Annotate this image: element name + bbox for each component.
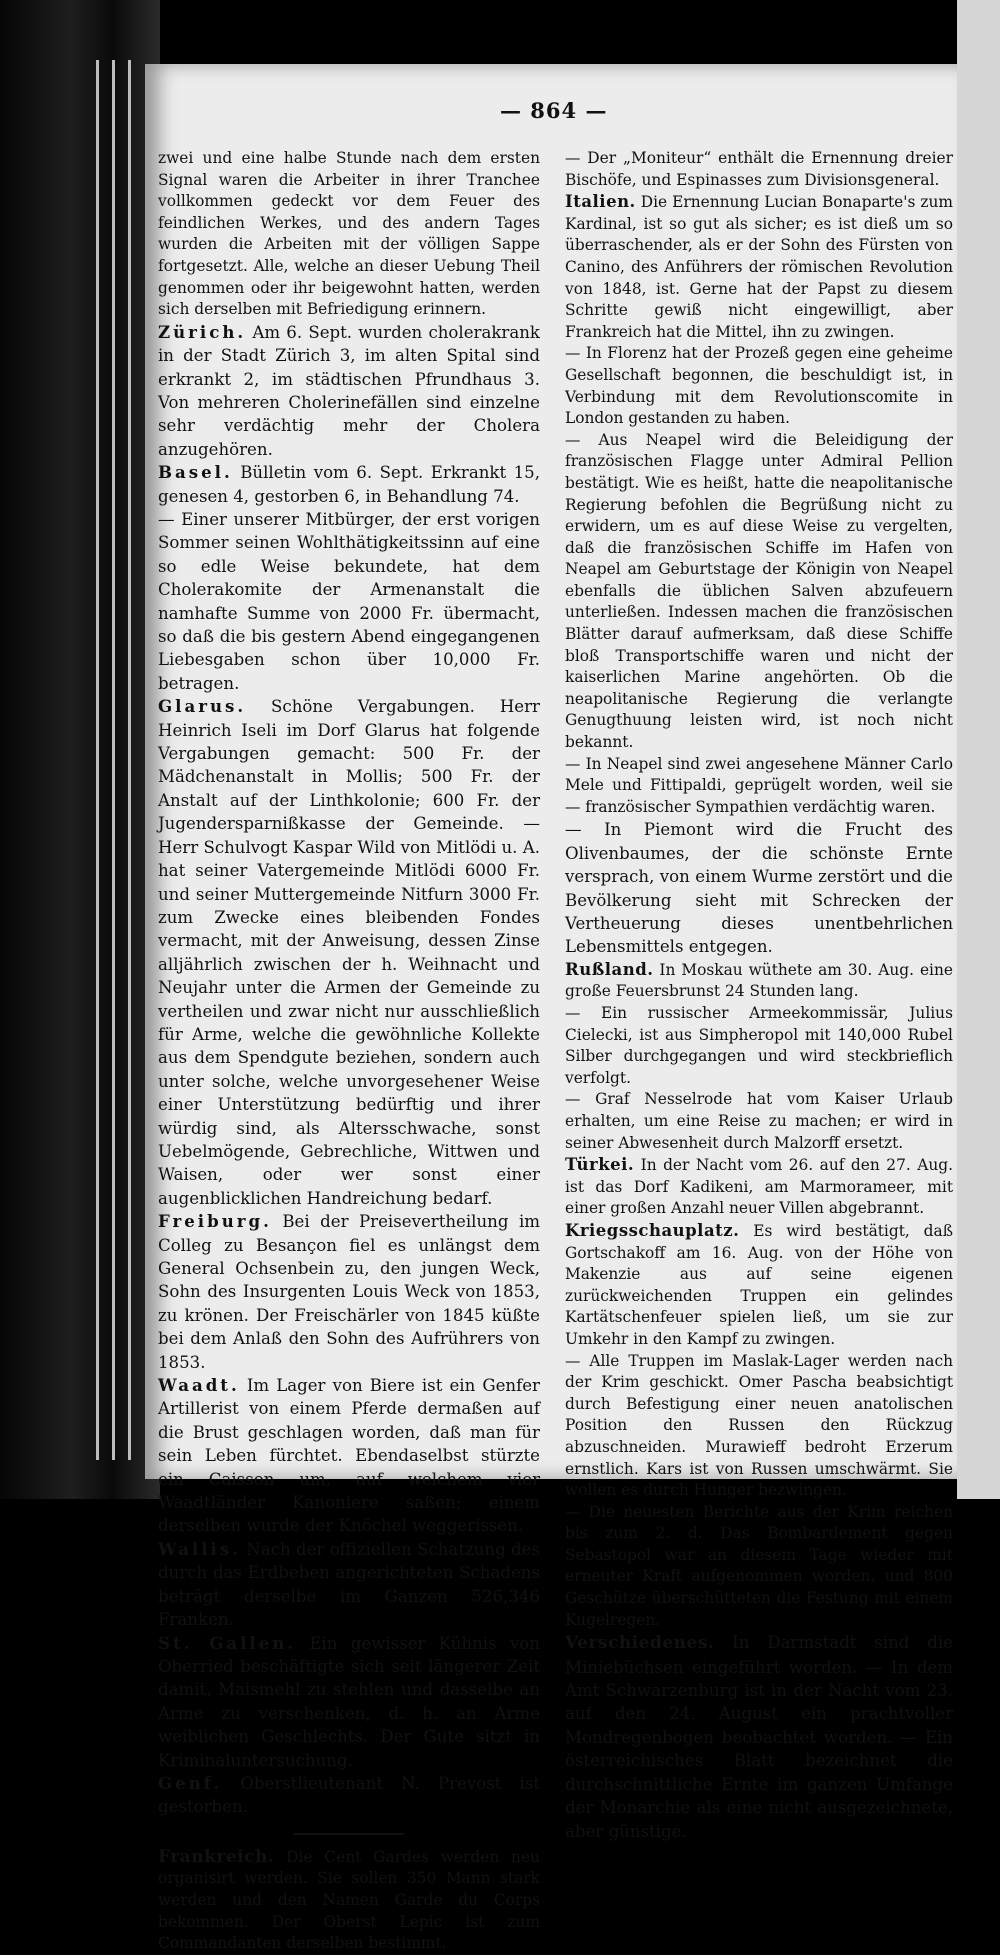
text-italien: Die Ernennung Lucian Bonaparte's zum Kardinal, ist so gut als sicher; es ist dieß um so überraschender, als er der Sohn des Fürsten von Canino, des Anführers der römischen Revolution von 1848, ist. Gerne hat der Papst zu diesem Schritte gewiß nicht eingewilligt, aber Frankreich hat die Mittel, ihn zu zwingen.	[565, 193, 953, 341]
text-freiburg: Bei der Preisevertheilung im Colleg zu Besançon fiel es unlängst dem General Ochsenbein zu, den jungen Weck, Sohn des Insurgenten Louis Weck von 1853, zu krönen. Der Freischärler von 1845 küßte bei dem Anlaß den Sohn des Aufrührers von 1853.	[158, 1212, 540, 1372]
paragraph-russland	[565, 959, 953, 1003]
text-turkei: In der Nacht vom 26. auf den 27. Aug. ist das Dorf Kadikeni, am Marmorameer, mit einer großen Anzahl neuer Villen abgebrannt.	[565, 1156, 953, 1218]
paragraph-zurich	[158, 321, 540, 461]
paragraph-nesselrode: — Graf Nesselrode hat vom Kaiser Urlaub erhalten, um eine Reise zu machen; er wird in seiner Abwesenheit durch Malzorff ersetzt.	[565, 1090, 953, 1152]
text-basel: Bülletin vom 6. Sept. Erkrankt 15, genesen 4, gestorben 6, in Behandlung 74.	[158, 463, 540, 506]
paragraph-kriegsschauplatz	[565, 1220, 953, 1351]
paragraph-italien	[565, 191, 953, 343]
paragraph-neapel-2: — In Neapel sind zwei angesehene Männer Carlo Mele und Fittipaldi, geprügelt worden, weil sie — französischer Sympathien verdächtig waren.	[565, 754, 953, 816]
text-wallis: Nach der offiziellen Schatzung des durch das Erdbeben angerichteten Schadens beträgt derselbe im Ganzen 526,346 Franken.	[158, 1539, 540, 1630]
paragraph-neapel: — Aus Neapel wird die Beleidigung der französischen Flagge unter Admiral Pellion bestätigt. Wie es heißt, hatte die neapolitanische Regierung befohlen die Begrüßung nicht zu erwidern, um es auf diese Weise zu vergelten, daß die französischen Schiffe im Hafen von Neapel am Geburtstage der Königin von Neapel ebenfalls die üblichen Salven abzufeuern unterließen. Indessen machen die französischen Blätter darauf aufmerksam, daß diese Schiffe bloß Transportschiffe waren und nicht der kaiserlichen Marine angehörten. Ob die neapolitanische Regierung die verlangte Genugthuung leisten wird, ist noch nicht bekannt.	[565, 430, 953, 752]
text-verschiedenes: In Darmstadt sind die Miniebüchsen eingeführt worden. — In dem Amt Schwarzenburg ist in der Nacht vom 23. auf den 24. August ein prachtvoller Mondregenbogen beobachtet worden. — Ein österreichisches Blatt bezeichnet die durchschnittliche Ernte im ganzen Umfange der Monarchie als eine nicht ausgezeichnete, aber günstige.	[565, 1633, 953, 1841]
facing-page-edge	[957, 0, 1000, 1499]
heading-kriegsschauplatz: Kriegsschauplatz.	[565, 1220, 740, 1240]
heading-italien: Italien.	[565, 192, 636, 212]
heading-russland: Rußland.	[565, 959, 654, 979]
text-russland: In Moskau wüthete am 30. Aug. eine große Feuersbrunst 24 Stunden lang.	[565, 960, 953, 1001]
left-column	[158, 148, 540, 1955]
heading-verschiedenes: Verschiedenes.	[565, 1633, 715, 1654]
heading-genf: Genf.	[158, 1772, 223, 1793]
page-edge	[112, 60, 115, 1460]
paragraph-wallis	[158, 1538, 540, 1632]
paragraph-moniteur: — Der „Moniteur“ enthält die Ernennung dreier Bischöfe, und Espinasses zum Divisionsgeneral.	[565, 149, 953, 189]
paragraph-armeekommissar: — Ein russischer Armeekommissär, Julius Cielecki, ist aus Simpheropol mit 140,000 Rubel Silber durchgegangen und wird steckbrieflich verfolgt.	[565, 1004, 953, 1087]
heading-zurich: Zürich.	[158, 321, 247, 342]
heading-glarus: Glarus.	[158, 696, 247, 717]
book-spine	[0, 0, 160, 1499]
section-divider	[294, 1833, 404, 1835]
heading-waadt: Waadt.	[158, 1375, 240, 1396]
text-zurich: Am 6. Sept. wurden cholerakrank in der Stadt Zürich 3, im alten Spital sind erkrankt 2, im städtischen Pfrundhaus 3. Von mehreren Cholerinefällen sind einzelne sehr verdächtig mehr der Cholera anzugehören.	[158, 322, 540, 459]
page-edge	[96, 60, 99, 1460]
paragraph-turkei	[565, 1154, 953, 1220]
paragraph-freiburg	[158, 1210, 540, 1374]
paragraph-mitbuerger: — Einer unserer Mitbürger, der erst vorigen Sommer seinen Wohlthätigkeitssinn auf eine so edle Weise bekundete, hat dem Cholerakomite der Armenanstalt die namhafte Summe von 2000 Fr. übermacht, so daß die bis gestern Abend eingegangenen Liebesgaben schon über 10,000 Fr. betragen.	[158, 510, 540, 693]
heading-stgallen: St. Gallen.	[158, 1632, 297, 1653]
paragraph-verschiedenes	[565, 1631, 953, 1843]
text-kriegsschauplatz: Es wird bestätigt, daß Gortschakoff am 16. Aug. von der Höhe von Makenzie aus auf seine eigenen zurückweichenden Truppen ein gelindes Kartätschenfeuer spielen ließ, um sie zur Umkehr in den Kampf zu zwingen.	[565, 1221, 953, 1348]
paragraph-florenz: — In Florenz hat der Prozeß gegen eine geheime Gesellschaft begonnen, die beschuldigt ist, in Verbindung mit dem Revolutionscomite in London gestanden zu haben.	[565, 344, 953, 428]
paragraph-berichte: — Die neuesten Berichte aus der Krim reichen bis zum 2. d. Das Bombardement gegen Sebastopol war an diesem Tage wieder mit erneuter Kraft aufgenommen worden, und 800 Geschütze überschütteten die Festung mit einem Kugelregen.	[565, 1502, 953, 1629]
paragraph-basel	[158, 461, 540, 508]
text-stgallen: Ein gewisser Kühnis von Oberried beschäftigte sich seit längerer Zeit damit, Maismehl zu stehlen und dasselbe an Arme zu verschenken, d. h. an Arme weiblichen Geschlechts. Der Gute sitzt in Kriminaluntersuchung.	[158, 1633, 540, 1770]
text-frankreich: Die Cent Gardes werden neu organisirt werden. Sie sollen 350 Mann stark werden und den Namen Garde du Corps bekommen. Der Oberst Lepic ist zum Commandanten derselben bestimmt.	[158, 1847, 540, 1953]
paragraph-truppen: — Alle Truppen im Maslak-Lager werden nach der Krim geschickt. Omer Pascha beabsichtigt durch Befestigung einer neuen anatolischen Position den Russen den Rückzug abzuschneiden. Murawieff bedroht Erzerum ernstlich. Kars ist von Russen umschwärmt. Sie wollen es durch Hunger bezwingen.	[565, 1351, 953, 1500]
page-edge	[128, 60, 131, 1460]
paragraph-frankreich	[158, 1847, 540, 1955]
heading-wallis: Wallis.	[158, 1538, 241, 1559]
heading-freiburg: Freiburg.	[158, 1211, 272, 1232]
heading-basel: Basel.	[158, 462, 233, 483]
text-glarus: Schöne Vergabungen. Herr Heinrich Iseli im Dorf Glarus hat folgende Vergabungen gemacht: 500 Fr. der Mädchenanstalt in Mollis; 500 Fr. der Anstalt auf der Linthkolonie; 600 Fr. der Jugendersparnißkasse der Gemeinde. — Herr Schulvogt Kaspar Wild von Mitlödi u. A. hat seiner Vatergemeinde Mitlödi 6000 Fr. und seiner Muttergemeinde Nitfurn 3000 Fr. zum Zwecke eines bleibenden Fondes vermacht, mit der Anweisung, dessen Zinse alljährlich zwischen der h. Weihnacht und Neujahr unter die Armen der Gemeinde zu vertheilen und zwar nicht nur ausschließlich für Arme, welche die gewöhnliche Kollekte aus dem Spendgute beziehen, sondern auch unter solche, welche unvorgesehener Weise einer Unterstützung bedürftig und ihrer würdig sind, als Altersschwache, sonst Uebelmögende, Gebrechliche, Wittwen und Waisen, oder wer sonst einer augenblicklichen Handreichung bedarf.	[158, 697, 540, 1208]
right-column	[565, 148, 953, 1843]
paragraph-stgallen	[158, 1632, 540, 1772]
heading-turkei: Türkei.	[565, 1155, 635, 1175]
text-genf: Oberstlieutenant N. Prevost ist gestorben.	[158, 1773, 540, 1817]
text-waadt: Im Lager von Biere ist ein Genfer Artillerist von einem Pferde dermaßen auf die Brust geschlagen worden, daß man für sein Leben fürchtet. Ebendaselbst stürzte ein Caisson um, auf welchem vier Waadtländer Kanoniere saßen; einem derselben wurde der Knöchel weggerissen.	[158, 1376, 540, 1536]
paragraph-genf	[158, 1772, 540, 1819]
heading-frankreich: Frankreich.	[158, 1846, 275, 1867]
paragraph-sappe: zwei und eine halbe Stunde nach dem ersten Signal waren die Arbeiter in ihrer Tranchee vollkommen gedeckt vor dem Feuer des feindlichen Werkes, und des andern Tages wurden die Arbeiten mit der völligen Sappe fortgesetzt. Alle, welche an dieser Uebung Theil genommen oder ihr beigewohnt hatten, werden sich derselben mit Befriedigung erinnern.	[158, 149, 540, 319]
paragraph-glarus	[158, 695, 540, 1210]
page-number: — 864 —	[500, 98, 608, 123]
paragraph-waadt	[158, 1374, 540, 1538]
paragraph-piemont: — In Piemont wird die Frucht des Olivenbaumes, der die schönste Ernte versprach, von einem Wurme zerstört und die Bevölkerung sieht mit Schrecken der Vertheuerung dieses unentbehrlichen Lebensmittels entgegen.	[565, 820, 953, 957]
